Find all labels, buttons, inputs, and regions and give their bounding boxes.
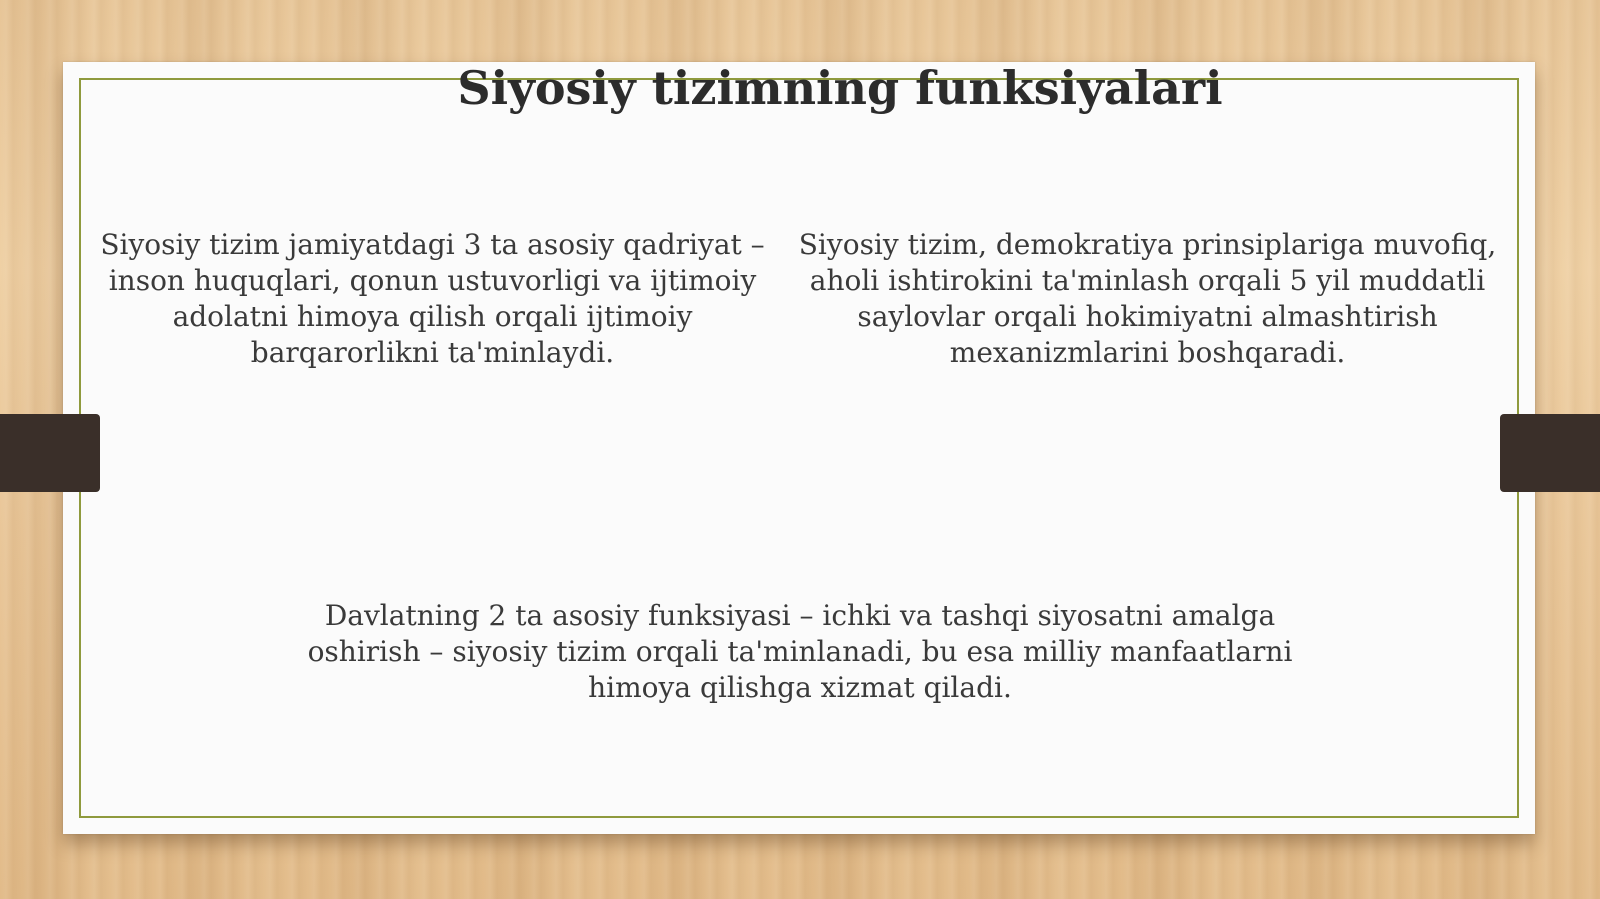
text-block-right: Siyosiy tizim, demokratiya prinsiplariga muvofiq, aholi ishtirokini ta'minlash orqali 5 yil muddatli saylovlar orqali hokimiyatni almashtirish mexanizmlarini boshqaradi. [798, 228, 1497, 369]
binder-clip-left [0, 414, 100, 492]
binder-clip-right [1500, 414, 1600, 492]
slide-card [63, 62, 1535, 834]
slide-inner-frame [79, 78, 1519, 818]
slide-title: Siyosiy tizimning funksiyalari [457, 61, 1223, 115]
text-block-left: Siyosiy tizim jamiyatdagi 3 ta asosiy qadriyat – inson huquqlari, qonun ustuvorligi va ijtimoiy adolatni himoya qilish orqali ijtimoiy barqarorlikni ta'minlaydi. [100, 228, 765, 369]
text-block-bottom: Davlatning 2 ta asosiy funksiyasi – ichki va tashqi siyosatni amalga oshirish – siyosiy tizim orqali ta'minlanadi, bu esa milliy manfaatlarni himoya qilishga xizmat qiladi. [307, 599, 1293, 704]
